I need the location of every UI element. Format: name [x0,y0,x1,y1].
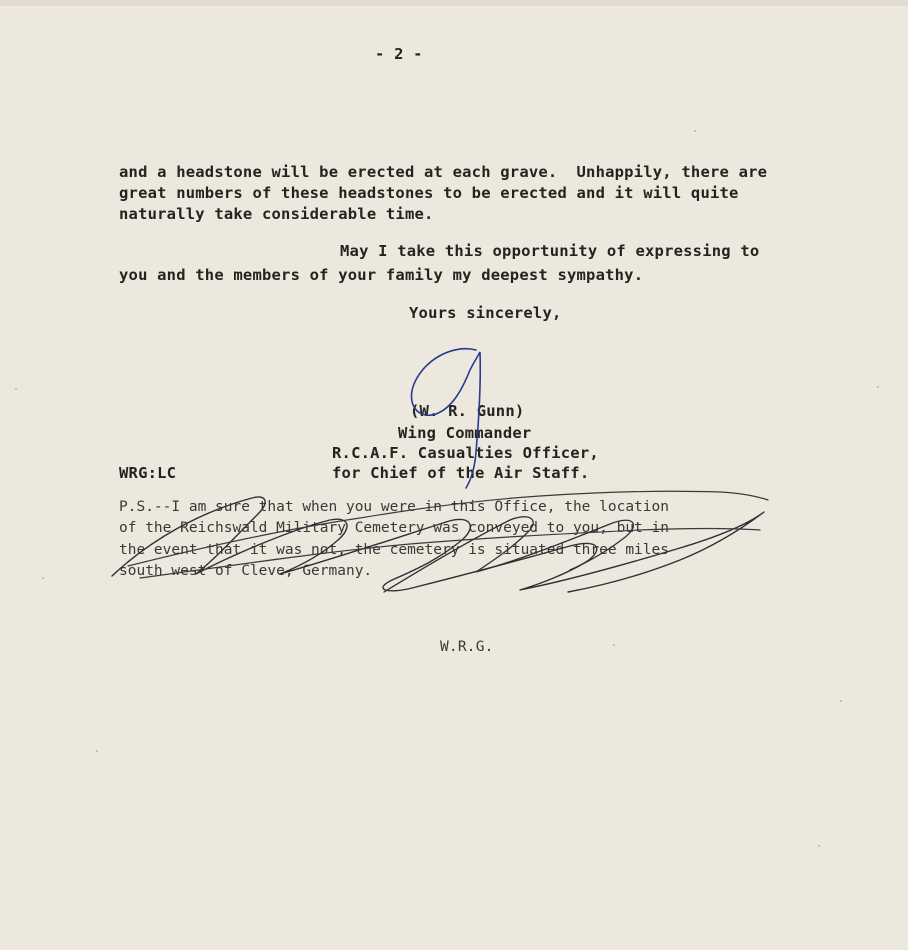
signer-title: R.C.A.F. Casualties Officer, [332,444,599,462]
reference-initials: WRG:LC [119,464,177,482]
page-number: - 2 - [375,45,423,63]
body-line-1: and a headstone will be erected at each grave. Unhappily, there are [119,163,768,181]
body-para2-line-1: May I take this opportunity of expressing to [340,242,760,260]
closing: Yours sincerely, [409,304,562,322]
paper-speck [877,386,879,388]
strikeout-scribble-3 [384,517,633,592]
paper-speck [15,388,17,390]
closing-initials: W.R.G. [440,639,494,655]
postscript-line-3: the event that it was not, the cemetery is situated three miles [119,542,669,558]
paper-speck [818,845,820,847]
postscript-line-2: of the Reichswald Military Cemetery was conveyed to you, but in [119,520,669,536]
body-para2-line-2: you and the members of your family my deepest sympathy. [119,266,644,284]
paper-speck [613,644,615,646]
paper-speck [840,700,842,702]
paper-speck [96,750,98,752]
signer-for: for Chief of the Air Staff. [332,464,590,482]
paper-speck [694,130,696,132]
strikeout-scribble [112,497,764,592]
body-line-2: great numbers of these headstones to be erected and it will quite [119,184,739,202]
signer-name: (W. R. Gunn) [410,402,525,420]
body-line-3: naturally take considerable time. [119,205,434,223]
signature-mark [411,349,480,488]
postscript-line-1: P.S.--I am sure that when you were in this Office, the location [119,499,669,515]
paper-speck [42,577,44,579]
postscript-line-4: south west of Cleve, Germany. [119,563,373,579]
signer-rank: Wing Commander [398,424,532,442]
strikeout-scribble-2 [128,491,768,578]
